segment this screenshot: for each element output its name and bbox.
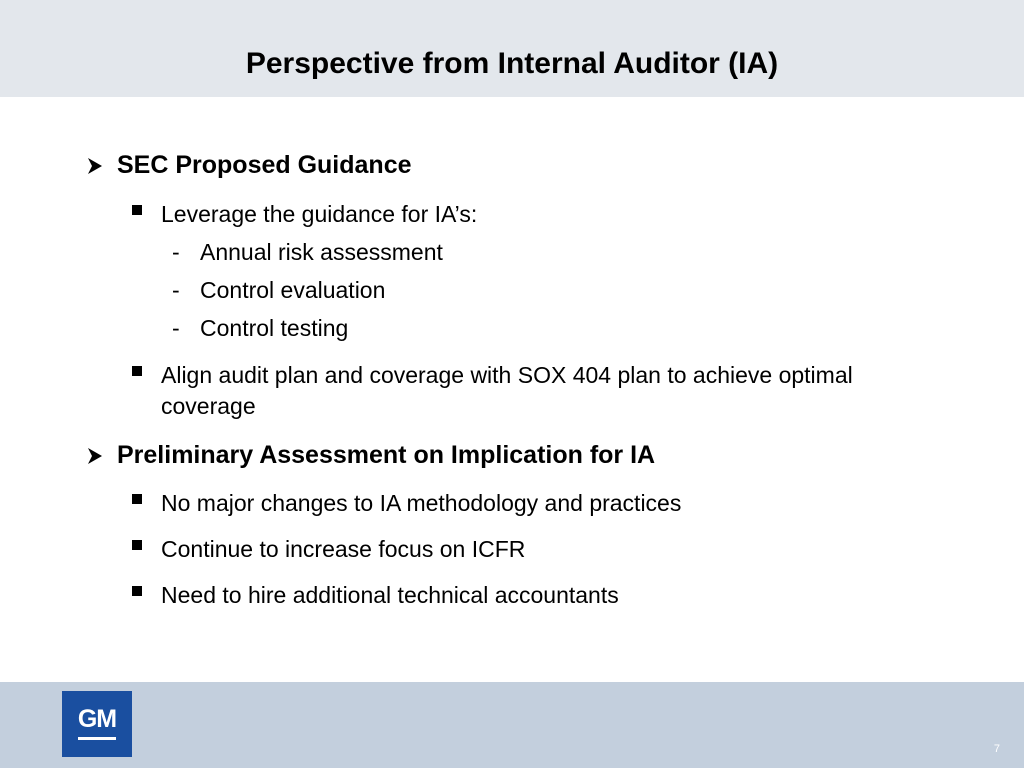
bullet-item: Leverage the guidance for IA’s: [161, 201, 478, 227]
square-bullet-icon [132, 366, 142, 376]
bullet-item-continuation: coverage [161, 393, 256, 419]
arrow-bullet-icon [86, 157, 104, 175]
square-bullet-icon [132, 205, 142, 215]
logo-underline [78, 737, 116, 740]
dash-bullet-icon: - [172, 277, 180, 303]
dash-bullet-icon: - [172, 239, 180, 265]
footer-bar [0, 682, 1024, 768]
sub-item: Control testing [200, 315, 349, 341]
sub-item: Control evaluation [200, 277, 386, 303]
bullet-item: Align audit plan and coverage with SOX 404 plan to achieve optimal [161, 362, 853, 388]
square-bullet-icon [132, 586, 142, 596]
section-heading: SEC Proposed Guidance [117, 151, 412, 179]
dash-bullet-icon: - [172, 315, 180, 341]
page-number: 7 [993, 743, 1000, 755]
sub-item: Annual risk assessment [200, 239, 443, 265]
bullet-item: Continue to increase focus on ICFR [161, 536, 526, 562]
bullet-item: No major changes to IA methodology and practices [161, 490, 682, 516]
gm-logo [62, 691, 132, 757]
square-bullet-icon [132, 540, 142, 550]
bullet-item: Need to hire additional technical accountants [161, 582, 619, 608]
arrow-bullet-icon [86, 447, 104, 465]
slide-title: Perspective from Internal Auditor (IA) [245, 47, 779, 80]
square-bullet-icon [132, 494, 142, 504]
section-heading: Preliminary Assessment on Implication for IA [117, 441, 656, 469]
logo-text: GM [77, 705, 117, 733]
